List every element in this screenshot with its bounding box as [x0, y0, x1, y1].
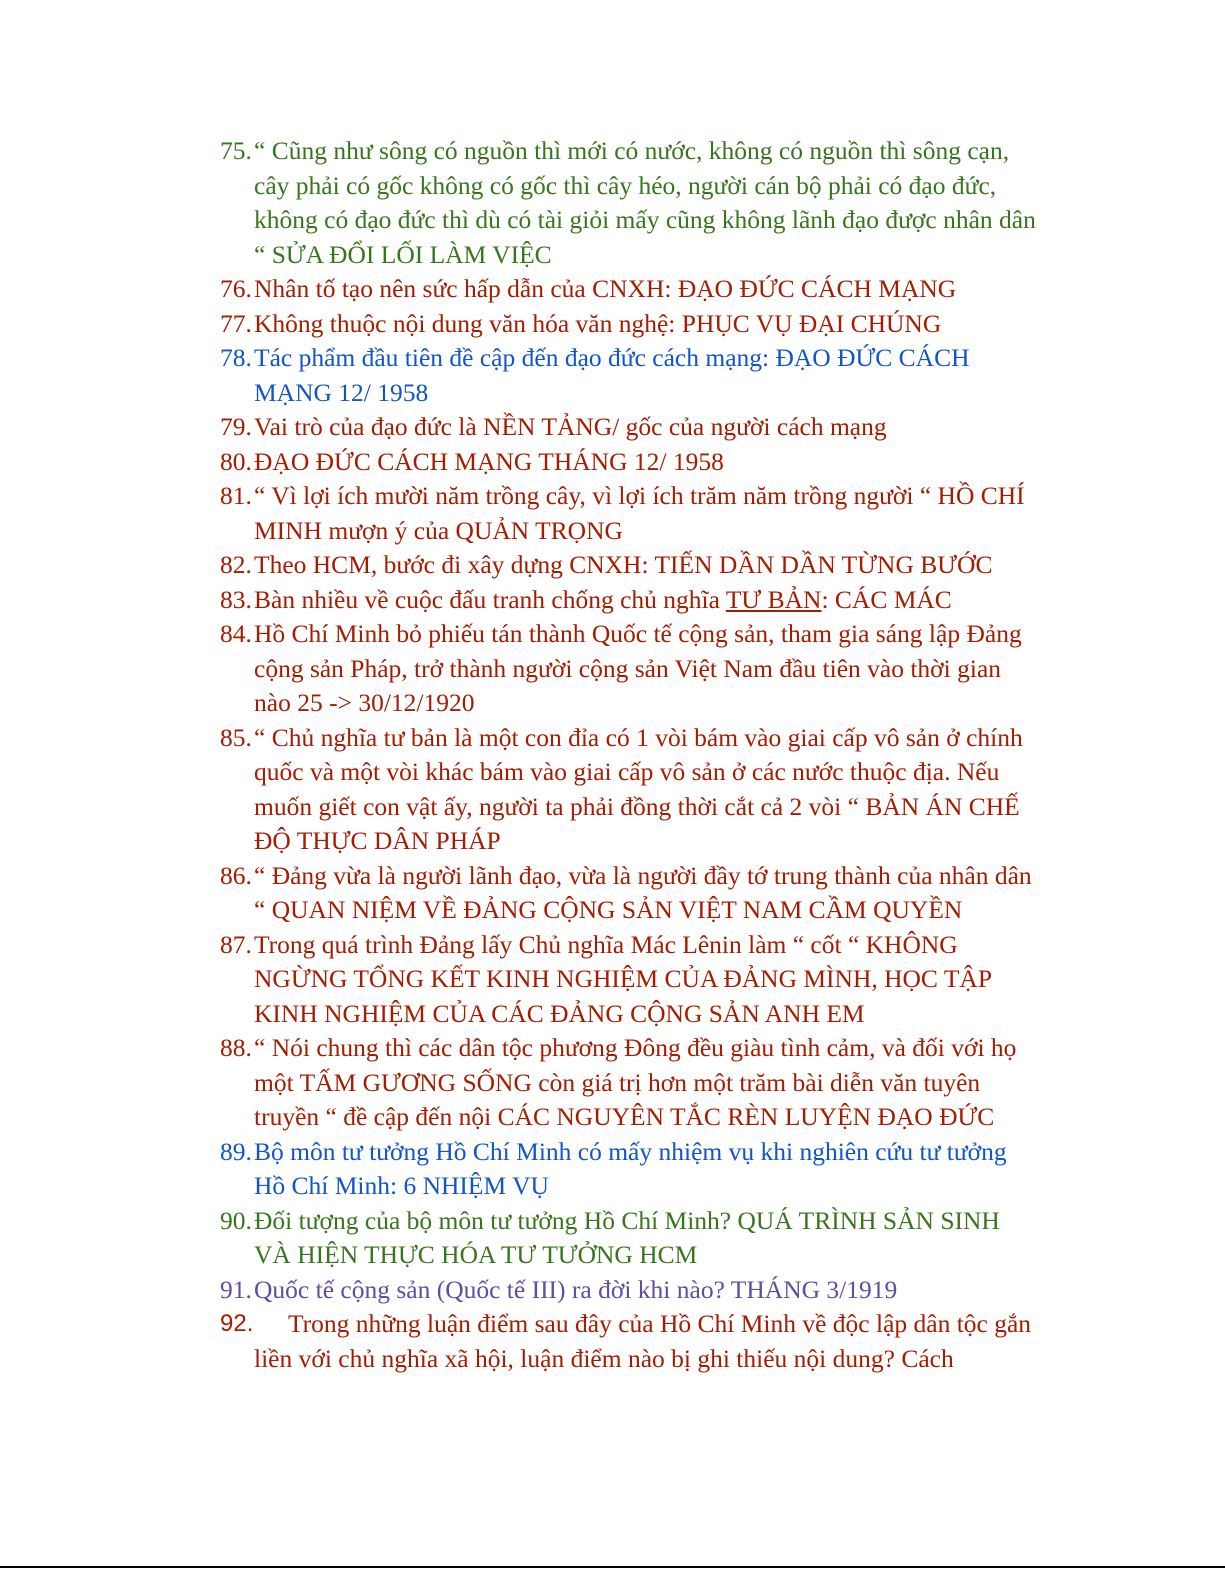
item-number: 87. [220, 929, 252, 959]
question-list [220, 134, 1040, 1376]
item-number: 79. [220, 412, 252, 441]
item-number: 83. [220, 584, 252, 614]
item-number: 89. [220, 1136, 252, 1166]
item-text-part: : CÁC MÁC [821, 584, 952, 614]
item-number: 86. [220, 860, 252, 890]
item-text: Tác phẩm đầu tiên đề cập đến đạo đức cách mạng: ĐẠO ĐỨC CÁCH MẠNG 12/ 1958 [254, 343, 970, 407]
item-number: 78. [220, 343, 252, 372]
item-text: “ Cũng như sông có nguồn thì mới có nước, không có nguồn thì sông cạn, cây phải có gốc không có gốc thì cây héo, người cán bộ phải có đạo đức, không có đạo đức thì dù có tài giỏi mấy cũng không lãnh đạo được nhân dân “ SỬA ĐỔI LỐI LÀM VIỆC [254, 136, 1036, 269]
item-text: Theo HCM, bước đi xây dựng CNXH: TIẾN DẦN DẦN TỪNG BƯỚC [254, 550, 993, 579]
list-item-79 [220, 410, 1040, 445]
item-number: 92. [220, 1310, 254, 1337]
item-number: 84. [220, 619, 252, 648]
list-item-81 [220, 479, 1040, 548]
item-text: “ Vì lợi ích mười năm trồng cây, vì lợi ích trăm năm trồng người “ HỒ CHÍ MINH mượn ý của QUẢN TRỌNG [254, 481, 1025, 545]
item-text: Quốc tế cộng sản (Quốc tế III) ra đời khi nào? THÁNG 3/1919 [254, 1274, 898, 1304]
page-bottom-border [0, 1566, 1225, 1568]
item-number: 90. [220, 1205, 252, 1235]
item-text: Đối tượng của bộ môn tư tưởng Hồ Chí Minh? QUÁ TRÌNH SẢN SINH VÀ HIỆN THỰC HÓA TƯ TƯỞNG HCM [254, 1205, 1000, 1269]
list-item-82 [220, 548, 1040, 583]
item-text [254, 1307, 1040, 1376]
list-item-77 [220, 307, 1040, 342]
item-text: “ Nói chung thì các dân tộc phương Đông đều giàu tình cảm, và đối với họ một TẤM GƯƠNG SỐNG còn giá trị hơn một trăm bài diễn văn tuyên truyền “ đề cập đến nội CÁC NGUYÊN TẮC RÈN LUYỆN ĐẠO ĐỨC [254, 1033, 1017, 1131]
item-number: 91. [220, 1274, 252, 1304]
item-text: Hồ Chí Minh bỏ phiếu tán thành Quốc tế cộng sản, tham gia sáng lập Đảng cộng sản Pháp, trở thành người cộng sản Việt Nam đầu tiên vào thời gian nào 25 -> 30/12/1920 [254, 619, 1022, 717]
item-text: “ Chủ nghĩa tư bản là một con đỉa có 1 vòi bám vào giai cấp vô sản ở chính quốc và một vòi khác bám vào giai cấp vô sản ở các nước thuộc địa. Nếu muốn giết con vật ấy, người ta phải đồng thời cắt cả 2 vòi “ BẢN ÁN CHẾ ĐỘ THỰC DÂN PHÁP [254, 722, 1023, 855]
list-item-76 [220, 272, 1040, 307]
item-text: Không thuộc nội dung văn hóa văn nghệ: PHỤC VỤ ĐẠI CHÚNG [254, 308, 942, 338]
item-text: Vai trò của đạo đức là NỀN TẢNG/ gốc của người cách mạng [254, 412, 887, 441]
item-text: “ Đảng vừa là người lãnh đạo, vừa là người đầy tớ trung thành của nhân dân “ QUAN NIỆM VỀ ĐẢNG CỘNG SẢN VIỆT NAM CẦM QUYỀN [254, 860, 1032, 924]
list-item-89 [220, 1135, 1040, 1204]
item-number: 77. [220, 308, 252, 338]
item-text-part: Bàn nhiều về cuộc đấu tranh chống chủ nghĩa [254, 584, 726, 614]
item-number: 82. [220, 550, 252, 579]
item-text [254, 583, 1040, 618]
list-item-91 [220, 1273, 1040, 1308]
item-text: Trong quá trình Đảng lấy Chủ nghĩa Mác Lênin làm “ cốt “ KHÔNG NGỪNG TỔNG KẾT KINH NGHIỆM CỦA ĐẢNG MÌNH, HỌC TẬP KINH NGHIỆM CỦA CÁC ĐẢNG CỘNG SẢN ANH EM [254, 929, 992, 1028]
item-number: 81. [220, 481, 252, 510]
list-item-83 [220, 583, 1040, 618]
item-number: 75. [220, 136, 252, 165]
item-number: 80. [220, 446, 252, 476]
item-text-body: Trong những luận điểm sau đây của Hồ Chí Minh về độc lập dân tộc gắn liền với chủ nghĩa xã hội, luận điểm nào bị ghi thiếu nội dung? Cách [254, 1309, 1032, 1373]
list-item-75 [220, 134, 1040, 272]
list-item-87 [220, 928, 1040, 1032]
list-item-88 [220, 1031, 1040, 1135]
list-item-85 [220, 721, 1040, 859]
item-text: Bộ môn tư tưởng Hồ Chí Minh có mấy nhiệm vụ khi nghiên cứu tư tưởng Hồ Chí Minh: 6 NHIỆM VỤ [254, 1136, 1007, 1200]
item-text: Nhân tố tạo nên sức hấp dẫn của CNXH: ĐẠO ĐỨC CÁCH MẠNG [254, 274, 957, 303]
list-item-78 [220, 341, 1040, 410]
list-item-86 [220, 859, 1040, 928]
item-number: 76. [220, 274, 252, 303]
item-text: ĐẠO ĐỨC CÁCH MẠNG THÁNG 12/ 1958 [254, 446, 724, 476]
list-item-92 [220, 1307, 1040, 1376]
list-item-84 [220, 617, 1040, 721]
item-number: 88. [220, 1033, 252, 1062]
list-item-80 [220, 445, 1040, 480]
list-item-90 [220, 1204, 1040, 1273]
item-number: 85. [220, 722, 252, 752]
underlined-term: TƯ BẢN [725, 584, 822, 614]
